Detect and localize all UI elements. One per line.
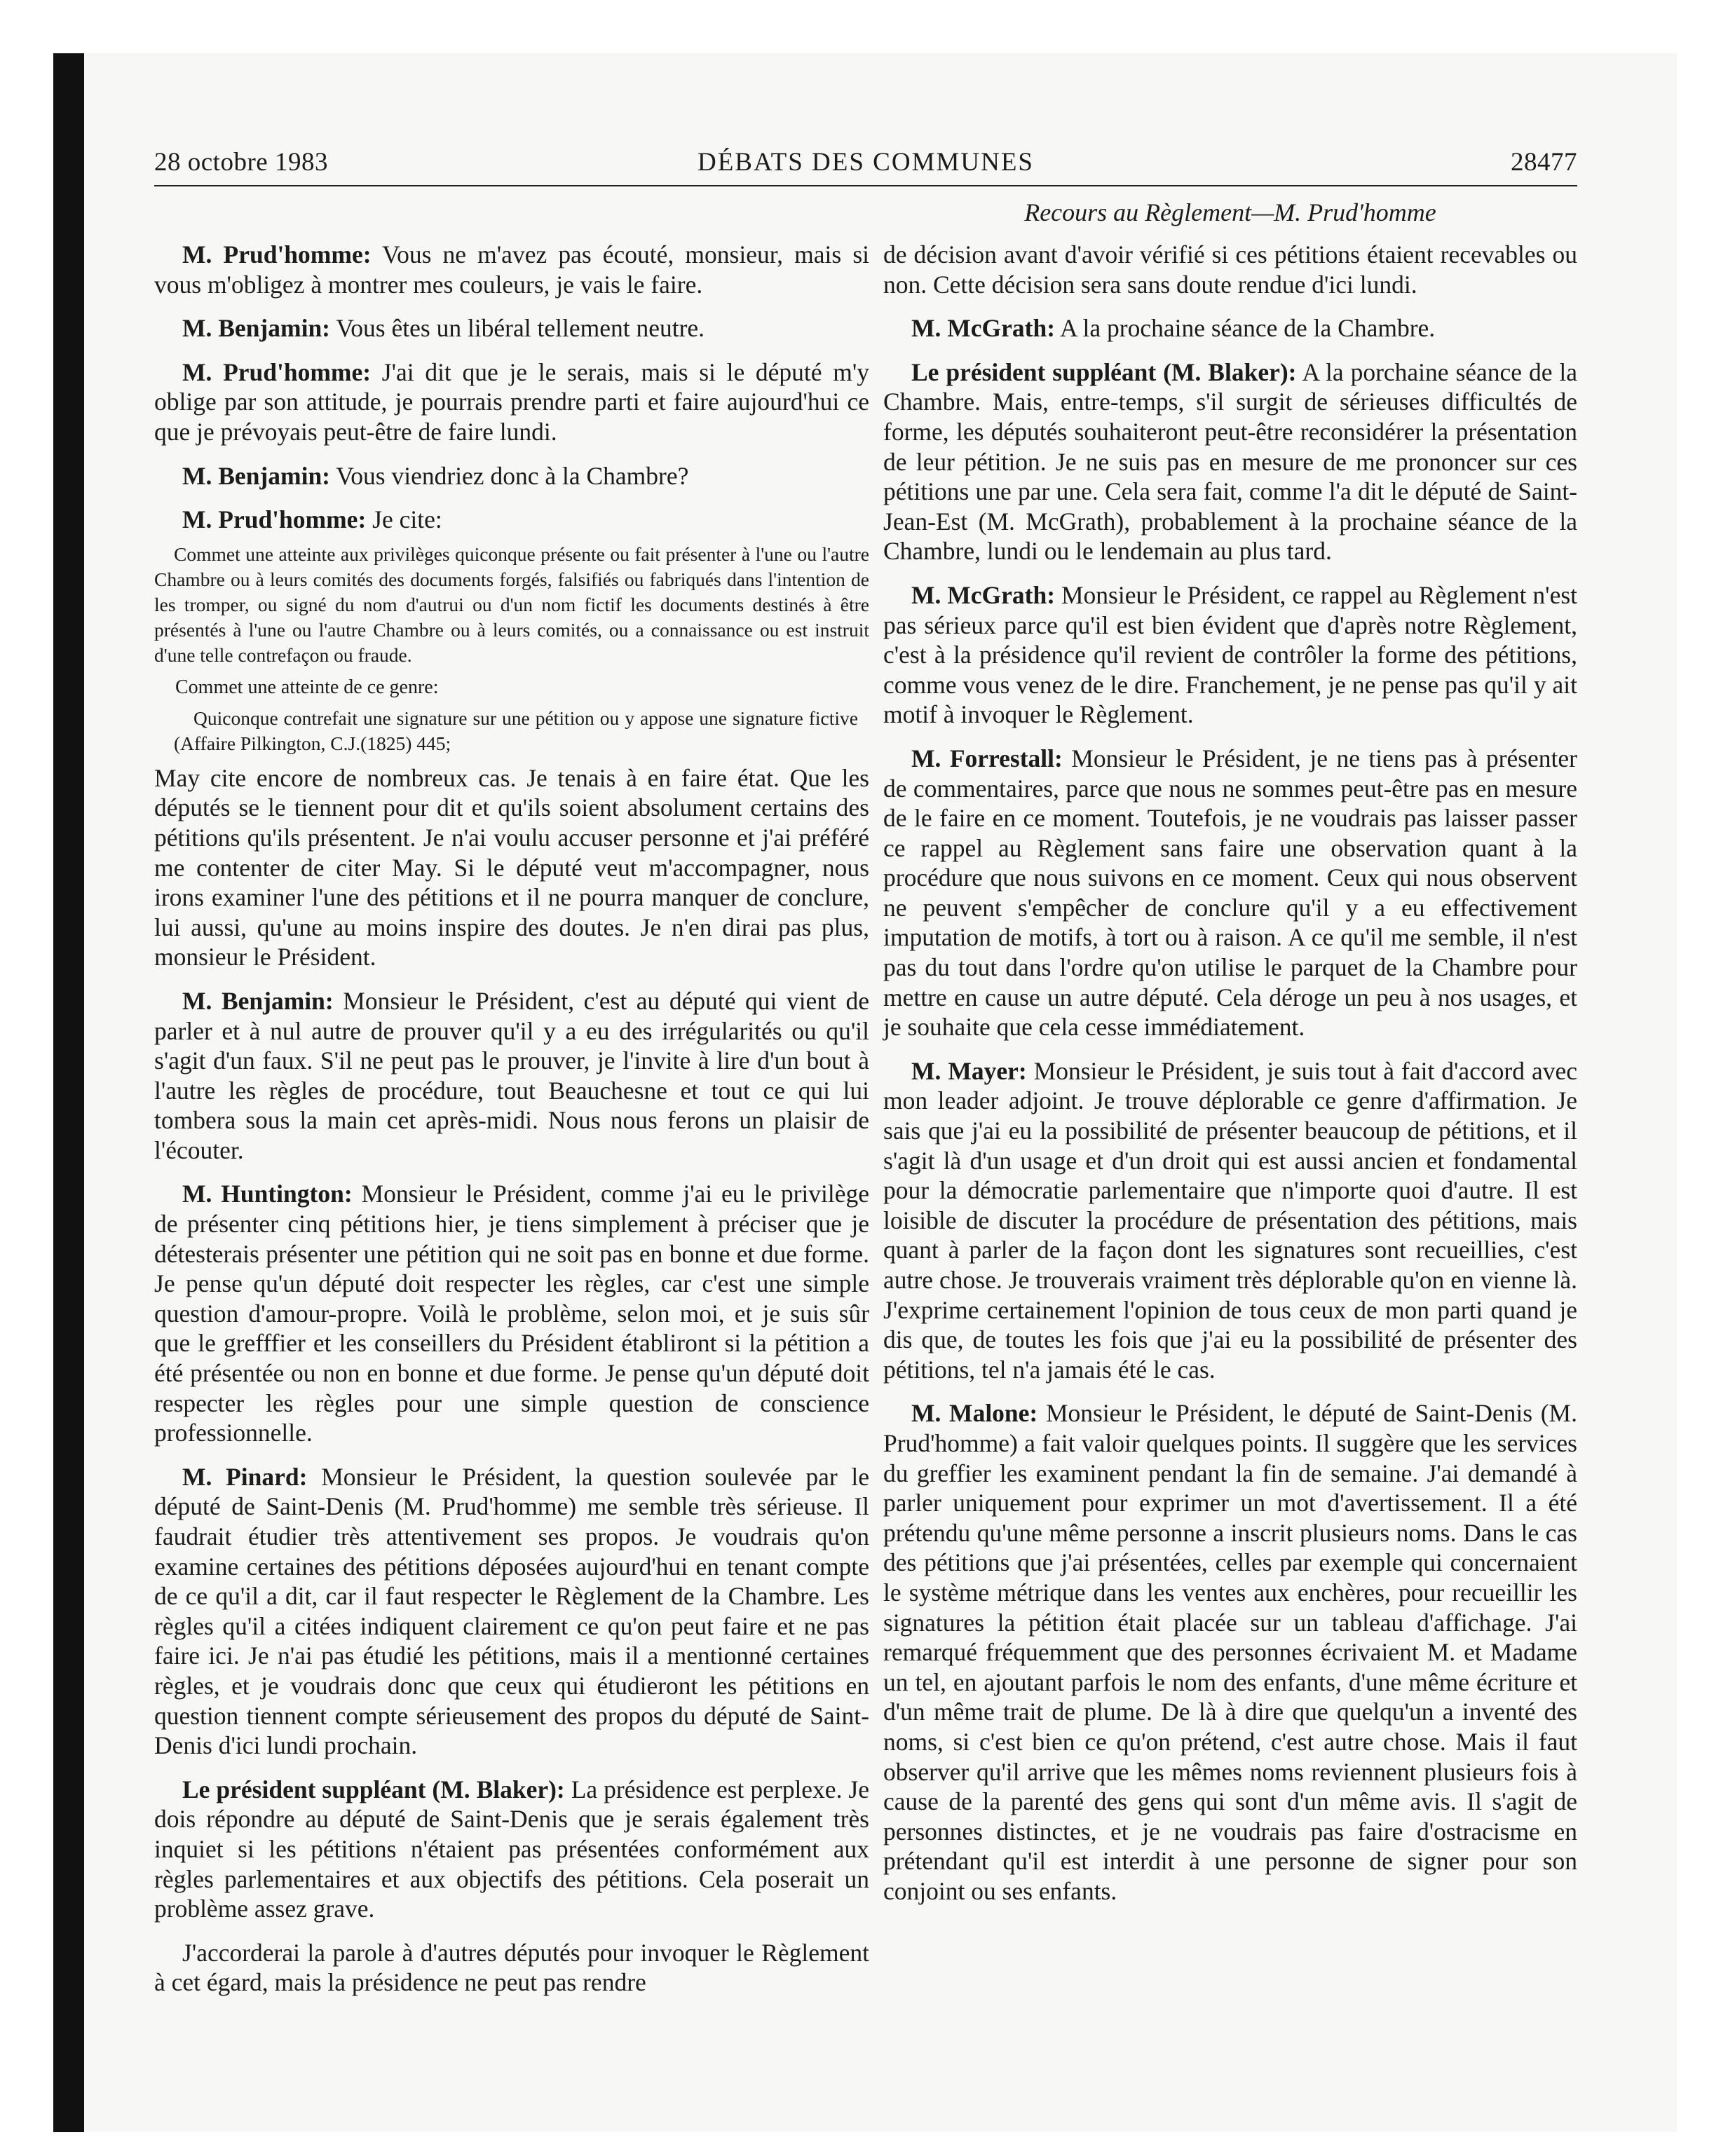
speech-text: A la prochaine séance de la Chambre. [1055, 314, 1436, 343]
page-header [154, 146, 1577, 186]
speech-text: Je cite: [366, 505, 442, 534]
speech-text: A la porchaine séance de la Chambre. Mais, entre-temps, s'il surgit de sérieuses difficultés de forme, les députés souhaiteront peut-être reconsidérer la présentation de leur pétition. Je ne suis pas en mesure de me prononcer sur ces pétitions une par une. Cela sera fait, comme l'a dit le député de Saint-Jean-Est (M. McGrath), probablement à la prochaine séance de la Chambre, lundi ou le lendemain au plus tard. [883, 357, 1577, 566]
paragraph [883, 1398, 1577, 1906]
paragraph [154, 240, 869, 299]
quote-intro: Commet une atteinte de ce genre: [175, 676, 439, 698]
speech-text: Monsieur le Président, je ne tiens pas à présenter de commentaires, parce que nous ne sommes peut-être pas en mesure de le faire en ce moment. Toutefois, je ne voudrais pas laisser passer ce rappel au Règlement sans faire une observation quant à la procédure que nous suivons en ce moment. Ceux qui nous observent ne peuvent s'empêcher de conclure qu'il y a eu effectivement imputation de motifs, à tort ou à raison. A ce qu'il me semble, il n'est pas du tout dans l'ordre qu'on utilise le parquet de la Chambre pour mettre en cause un autre député. Cela déroge un peu à nos usages, et je souhaite que cela cesse immédiatement. [883, 744, 1577, 1042]
paragraph [883, 580, 1577, 730]
paragraph [154, 986, 869, 1166]
left-column [154, 240, 869, 2012]
header-title: DÉBATS DES COMMUNES [697, 148, 1034, 177]
paragraph [883, 744, 1577, 1042]
right-column [883, 240, 1577, 1920]
paragraph [883, 357, 1577, 566]
speaker-name: M. McGrath: [911, 580, 1056, 609]
paragraph [154, 357, 869, 447]
speech-text: Vous viendriez donc à la Chambre? [330, 461, 689, 490]
block-quote: Commet une atteinte aux privilèges quiconque présente ou fait présenter à l'une ou l'autre Chambre ou à leurs comités des documents forgés, falsifiés ou fabriqués dans l'intention de les tromper, ou signé du nom d'autrui ou d'un nom fictif les documents destinés à être présentés à l'une ou l'autre Chambre ou à leurs comités, ou a connaissance ou est instruit d'une telle contrefaçon ou fraude. [154, 543, 869, 666]
section-subheader: Recours au Règlement—M. Prud'homme [1024, 198, 1436, 226]
speech-text: Monsieur le Président, c'est au député qui vient de parler et à nul autre de prouver qu'il y a eu des irrégularités ou qu'il s'agit d'un faux. S'il ne peut pas le prouver, je l'invite à lire d'un bout à l'autre les règles de procédure, tout Beauchesne et tout ce qui lui tombera sous la main cet après-midi. Nous nous ferons un plaisir de l'écouter. [154, 986, 869, 1164]
speech-text: J'ai dit que je le serais, mais si le député m'y oblige par son attitude, je pourrais prendre parti et faire aujourd'hui ce que je prévoyais peut-être de faire lundi. [154, 357, 869, 446]
paragraph: May cite encore de nombreux cas. Je tenais à en faire état. Que les députés se le tiennent pour dit et qu'ils soient absolument certains des pétitions qu'ils présentent. Je n'ai voulu accuser personne et j'ai préféré me contenter de citer May. Si le député veut m'accompagner, nous irons examiner l'une des pétitions et il ne pourra manquer de conclure, lui aussi, qu'une au moins inspire des doutes. Je n'en dirai pas plus, monsieur le Président. [154, 763, 869, 971]
speech-text: Monsieur le Président, la question soulevée par le député de Saint-Denis (M. Prud'homme) me semble très sérieuse. Il faudrait étudier très attentivement ses propos. Je voudrais qu'on examine certaines des pétitions déposées aujourd'hui en tenant compte de ce qu'il a dit, car il faut respecter le Règlement de la Chambre. Les règles qu'il a citées indiquent clairement ce qu'on peut faire et ne pas faire ici. Je n'ai pas étudié les pétitions, mais il a mentionné certaines règles, et je voudrais donc que ceux qui étudieront les pétitions en question tiennent compte sérieusement des propos du député de Saint-Denis d'ici lundi prochain. [154, 1462, 869, 1760]
speech-text: Vous ne m'avez pas écouté, monsieur, mais si vous m'obligez à montrer mes couleurs, je vais le faire. [154, 240, 869, 299]
speaker-name: M. Benjamin: [182, 986, 334, 1015]
block-quote: Quiconque contrefait une signature sur une pétition ou y appose une signature fictive (Affaire Pilkington, C.J.(1825) 445; [174, 707, 858, 754]
speaker-name: M. Malone: [911, 1399, 1038, 1428]
speaker-name: Le président suppléant (M. Blaker): [911, 357, 1297, 386]
speaker-name: M. Mayer: [911, 1056, 1027, 1085]
paragraph [154, 1179, 869, 1447]
paragraph [154, 1775, 869, 1924]
paragraph [154, 1462, 869, 1761]
paragraph [154, 505, 869, 535]
speaker-name: M. McGrath: [911, 314, 1056, 343]
paragraph: J'accorderai la parole à d'autres députés pour invoquer le Règlement à cet égard, mais la présidence ne peut pas rendre [154, 1938, 869, 1997]
paragraph: de décision avant d'avoir vérifié si ces pétitions étaient recevables ou non. Cette décision sera sans doute rendue d'ici lundi. [883, 240, 1577, 299]
speaker-name: M. Huntington: [182, 1180, 353, 1208]
speaker-name: M. Prud'homme: [182, 240, 372, 268]
speech-text: Monsieur le Président, le député de Saint-Denis (M. Prud'homme) a fait valoir quelques points. Il suggère que les services du greffier les examinent pendant la fin de semaine. J'ai demandé à parler uniquement pour exprimer un mot d'avertissement. Il a été prétendu qu'une même personne a inscrit plusieurs noms. Dans le cas des pétitions que j'ai présentées, celles par exemple qui concernaient le système métrique dans les ventes aux enchères, pour recueillir les signatures la pétition était placée sur un tableau d'affichage. J'ai remarqué fréquemment que des personnes écrivaient M. et Madame un tel, en ajoutant parfois le nom des enfants, d'une même écriture et d'un même trait de plume. De là à dire que quelqu'un a inventé des noms, si c'est bien ce qu'on prétend, c'est autre chose. Mais il faut observer qu'il arrive que les mêmes noms reviennent plusieurs fois à cause de la parenté des gens qui sont d'un même avis. Il s'agit de personnes distinctes, et je ne voudrais pas faire d'ostracisme en prétendant qu'il est interdit à une personne de signer pour son conjoint ou ses enfants. [883, 1399, 1578, 1905]
paragraph [883, 1056, 1577, 1385]
speaker-name: M. Pinard: [182, 1462, 308, 1491]
paragraph [154, 461, 869, 491]
speech-text: Monsieur le Président, comme j'ai eu le privilège de présenter cinq pétitions hier, je tiens simplement à préciser que je détesterais présenter une pétition qui ne soit pas en bonne et due forme. Je pense qu'un député doit respecter les règles, car c'est une simple question d'amour-propre. Voilà le problème, selon moi, et je suis sûr que le grefffier et les conseillers du Président établiront si la pétition a été présentée ou non en bonne et due forme. Je pense qu'un député doit respecter les règles pour une simple question de conscience professionnelle. [154, 1180, 869, 1447]
speech-text: Vous êtes un libéral tellement neutre. [330, 314, 705, 343]
speech-text: Monsieur le Président, ce rappel au Règlement n'est pas sérieux parce qu'il est bien évident que d'après notre Règlement, c'est à la présidence qu'il revient de contrôler la forme des pétitions, comme vous venez de le dire. Franchement, je ne pense pas qu'il y ait motif à invoquer le Règlement. [883, 580, 1578, 729]
header-page-number: 28477 [1511, 148, 1577, 177]
speaker-name: M. Prud'homme: [182, 505, 367, 534]
speaker-name: M. Benjamin: [182, 461, 331, 490]
speaker-name: M. Forrestall: [911, 744, 1063, 772]
header-date: 28 octobre 1983 [154, 148, 328, 177]
binding-edge [53, 53, 84, 2132]
speech-text: Monsieur le Président, je suis tout à fait d'accord avec mon leader adjoint. Je trouve déplorable ce genre d'affirmation. Je sais que j'ai eu la possibilité de présenter beaucoup de pétitions, et il s'agit là d'un usage et d'un droit qui est aussi ancien et fondamental pour la démocratie parlementaire que n'importe quoi d'autre. Il est loisible de discuter la procédure de présentation des pétitions, mais quant à parler de la façon dont les signatures sont recueillies, c'est autre chose. Je trouverais vraiment très déplorable qu'on en vienne là. J'exprime certainement l'opinion de tous ceux de mon parti quand je dis que, de toutes les fois que j'ai eu la possibilité de présenter des pétitions, tel n'a jamais été le cas. [883, 1056, 1577, 1384]
paragraph [883, 313, 1577, 343]
paragraph [154, 313, 869, 343]
speech-text: La présidence est perplexe. Je dois répondre au député de Saint-Denis que je serais également très inquiet si les pétitions n'étaient pas présentées conformément aux règles parlementaires et aux objectifs des pétitions. Cela poserait un problème assez grave. [154, 1775, 870, 1923]
speaker-name: Le président suppléant (M. Blaker): [182, 1775, 565, 1803]
speaker-name: M. Prud'homme: [182, 357, 372, 386]
speaker-name: M. Benjamin: [182, 314, 331, 343]
